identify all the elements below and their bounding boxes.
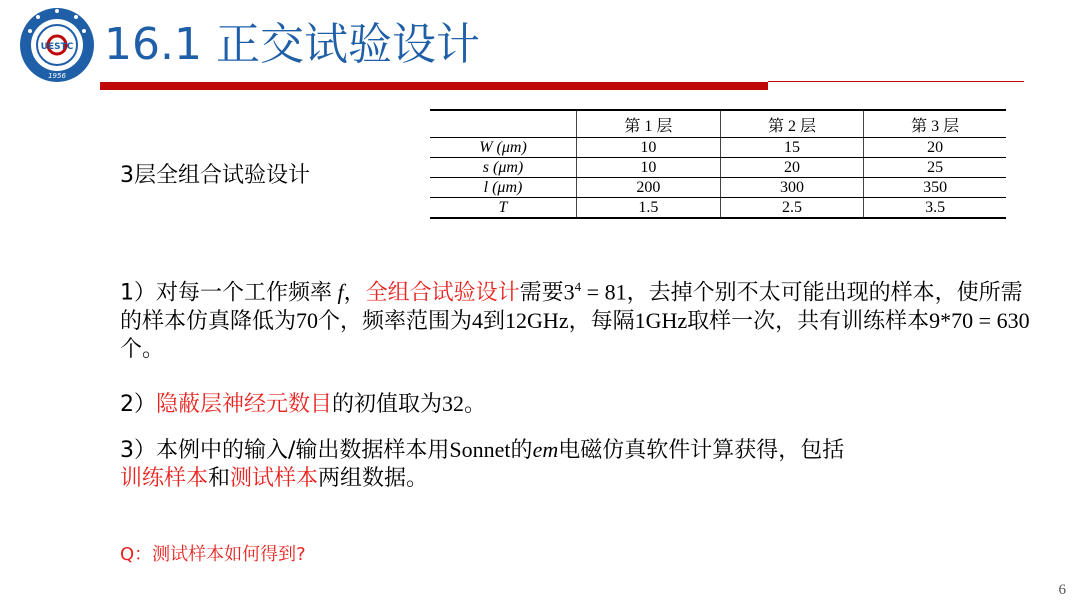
logo-text: UESTC: [40, 42, 74, 52]
highlight-full-factorial: 全组合试验设计: [365, 280, 520, 306]
table-cell: 1.5: [577, 198, 721, 219]
table-cell: 200: [577, 178, 721, 198]
table-cell: 10: [577, 138, 721, 158]
title-underline-bar: [100, 82, 768, 90]
table-row: [430, 158, 1006, 178]
highlight-hidden-neurons: 隐蔽层神经元数目: [156, 392, 333, 417]
highlight-test-samples: 测试样本: [230, 466, 319, 491]
table-header-cell: 第 1 层: [577, 110, 721, 138]
table-cell: 350: [864, 178, 1006, 198]
table-cell: 20: [864, 138, 1006, 158]
table-cell: 10: [577, 158, 721, 178]
table-cell: 15: [720, 138, 864, 158]
table-row: [430, 198, 1006, 219]
table-row: [430, 138, 1006, 158]
table-header-row: [430, 110, 1006, 138]
university-logo-icon: [18, 6, 96, 84]
logo-year: 1956: [48, 72, 66, 80]
table-header-cell: [430, 110, 577, 138]
table-cell: 20: [720, 158, 864, 178]
table-row: [430, 178, 1006, 198]
table-cell: 3.5: [864, 198, 1006, 219]
title-underline-line: [768, 81, 1024, 82]
table-header-cell: 第 3 层: [864, 110, 1006, 138]
table-header-cell: 第 2 层: [720, 110, 864, 138]
table-cell: 25: [864, 158, 1006, 178]
page-number: 6: [1058, 582, 1066, 598]
param-name: T: [498, 199, 508, 216]
paragraph-2: 2）隐蔽层神经元数目的初值取为32。: [120, 391, 487, 417]
design-label: 3层全组合试验设计: [120, 163, 310, 188]
parameter-table: [430, 109, 1006, 219]
param-name: l (μm): [430, 178, 577, 198]
paragraph-1: 1）对每一个工作频率 f，全组合试验设计需要$3^4 = 81$，去掉个别不太可能出现的样本，使所需的样本仿真降低为70个，频率范围为4到12GHz，每隔1GHz取样一次，共有训练样本9*70 = 630个。: [120, 279, 1030, 363]
param-name: s (μm): [430, 158, 577, 178]
highlight-training-samples: 训练样本: [120, 466, 209, 491]
table-cell: 300: [720, 178, 864, 198]
slide-title: 16.1 正交试验设计: [104, 19, 480, 70]
table-cell: 2.5: [720, 198, 864, 219]
question-text: Q：测试样本如何得到?: [120, 544, 306, 565]
paragraph-3: 3）本例中的输入/输出数据样本用Sonnet的em电磁仿真软件计算获得，包括 训练样本和测试样本两组数据。: [120, 437, 845, 491]
param-name: W (μm): [430, 138, 577, 158]
